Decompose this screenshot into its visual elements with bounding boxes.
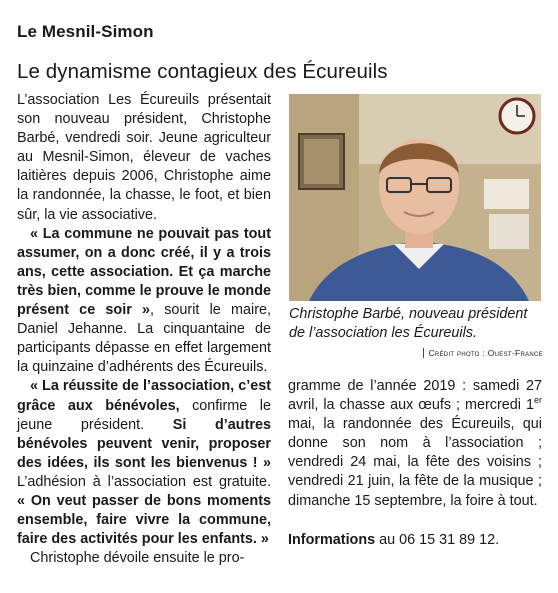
mayor-quote: « La commune ne pouvait pas tout assumer, on a donc créé, il y a trois ans, cette association. Et ça marche très bien, comme le prouve le monde présent ce soir » <box>17 225 271 319</box>
president-quote-3: « On veut passer de bons moments ensemble, faire vivre la commune, faire des activités pour les enfants. » <box>17 492 271 548</box>
paragraph-mayor-quote <box>17 225 271 378</box>
paragraph-program: gramme de l’année 2019 : samedi 27 avril, la chasse aux œufs ; mercredi 1er mai, la randonnée des Écureuils, qui donne son nom à l’association ; vendredi 24 mai, la fête des voisins ; vendredi 21 juin, la fête de la musique ; dimanche 15 septembre, la foire à tout. <box>288 378 542 509</box>
membership-note: L’adhésion à l’association est gratuite. <box>17 473 271 490</box>
paragraph-program-start <box>17 549 271 568</box>
photo-caption: Christophe Barbé, nouveau président de l’association les Écureuils. <box>289 306 528 341</box>
intro-text: L’association Les Écureuils présentait son nouveau président, Christophe Barbé, vendredi soir. Jeune agriculteur au Mesnil-Simon, éleveur de vaches laitières depuis 2006, Christophe aime la randonnée, la chasse, le foot, et bien sûr, la vie associative. <box>17 92 271 223</box>
president-quote-2: Si d’autres bénévoles peuvent venir, proposer des idées, ils sont les bienvenus ! » <box>17 416 271 471</box>
contact-info <box>288 531 542 550</box>
info-phone: au 06 15 31 89 12. <box>375 531 500 548</box>
article-body-right <box>288 377 542 550</box>
photo-credit: Crédit photo : Ouest-France <box>423 348 543 358</box>
program-intro: Christophe dévoile ensuite le pro- <box>30 550 245 567</box>
president-quote-attribution: confirme le jeune président. <box>17 397 271 433</box>
article-headline: Le dynamisme contagieux des Écureuils <box>17 60 388 83</box>
paragraph-intro <box>17 91 271 225</box>
mayor-quote-attribution: , sourit le maire, Daniel Jehanne. La cinquantaine de participants dépasse en effet largement la quinzaine d’adhérents des Écureuils. <box>17 302 271 376</box>
portrait-illustration <box>289 94 541 301</box>
locality-heading: Le Mesnil-Simon <box>17 22 154 41</box>
paragraph-president-quote <box>17 377 271 549</box>
portrait-photo <box>289 94 541 301</box>
article-body-left <box>17 91 271 568</box>
ordinal-superscript: er <box>533 395 542 406</box>
president-quote-1: « La réussite de l’association, c’est grâce aux bénévoles, <box>17 378 271 414</box>
program-text: mai, la randonnée des Écureuils, qui donne son nom à l’association ; vendredi 24 mai, la fête des voisins ; vendredi 21 juin, la fête de la musique ; dimanche 15 septembre, la foire à tout. <box>288 416 542 509</box>
info-label: Informations <box>288 531 376 548</box>
